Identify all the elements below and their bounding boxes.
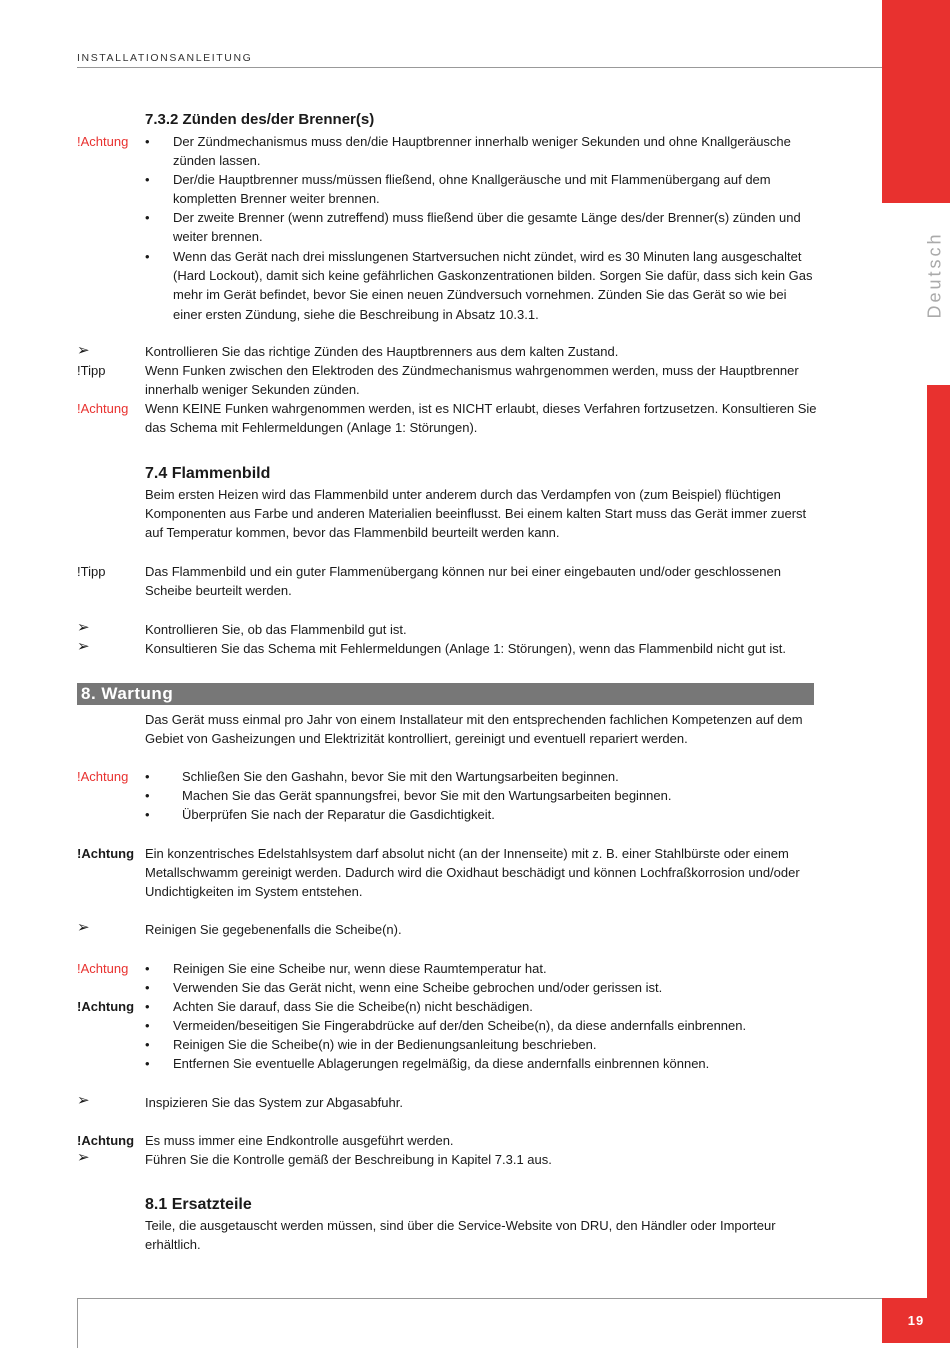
instruction-text: Kontrollieren Sie, ob das Flammenbild gut ist. <box>145 622 407 637</box>
heading-7-4: 7.4 Flammenbild <box>145 465 271 482</box>
footer-frame <box>77 1298 882 1348</box>
bullet-item <box>145 997 817 1016</box>
section-text: Teile, die ausgetauscht werden müssen, sind über die Service-Website von DRU, den Händler oder Importeur erhältlich. <box>145 1218 776 1253</box>
language-side-label: Deutsch <box>924 231 945 319</box>
bullet-marker: • <box>145 788 150 803</box>
achtung-text: Es muss immer eine Endkontrolle ausgeführt werden. <box>145 1133 454 1148</box>
achtung-label: !Achtung <box>77 769 129 784</box>
instruction-text: Kontrollieren Sie das richtige Zünden des Hauptbrenners aus dem kalten Zustand. <box>145 344 619 359</box>
bullet-marker: • <box>145 210 150 225</box>
bullet-item <box>145 247 817 324</box>
tipp-text: Wenn Funken zwischen den Elektroden des Zündmechanismus wahrgenommen werden, muss der Hauptbrenner innerhalb weniger Sekunden zünden. <box>145 363 799 398</box>
instruction-text: Inspizieren Sie das System zur Abgasabfuhr. <box>145 1095 403 1110</box>
section-intro: Beim ersten Heizen wird das Flammenbild unter anderem durch das Verdampfen von (zum Beispiel) flüchtigen Komponenten aus Farbe und anderen Materialien beeinflusst. Bei einem kalten Start muss das Gerät immer zuerst auf Temperatur kommen, bevor das Flammenbild beurteilt werden kann. <box>145 487 807 541</box>
bullet-item <box>145 1035 817 1054</box>
running-header: INSTALLATIONSANLEITUNG <box>77 52 253 64</box>
bullet-marker: • <box>145 807 150 822</box>
bullet-marker: • <box>145 980 150 995</box>
bullet-item <box>145 786 817 805</box>
bullet-marker: • <box>145 769 150 784</box>
heading-8-1: 8.1 Ersatzteile <box>145 1196 252 1213</box>
tipp-label: !Tipp <box>77 564 106 579</box>
bullet-marker: • <box>145 1037 150 1052</box>
bullet-item <box>145 978 817 997</box>
achtung-label: !Achtung <box>77 401 129 416</box>
achtung-label: !Achtung <box>77 999 135 1014</box>
bullet-text: Reinigen Sie die Scheibe(n) wie in der Bedienungsanleitung beschrieben. <box>173 1037 597 1052</box>
bullet-text: Der/die Hauptbrenner muss/müssen fließend, ohne Knallgeräusche und mit Flammenübergang auf dem kompletten Brenner weiter brennen. <box>173 172 771 207</box>
bullet-text: Machen Sie das Gerät spannungsfrei, bevor Sie mit den Wartungsarbeiten beginnen. <box>182 788 672 803</box>
bullet-item <box>145 1016 817 1035</box>
bullet-text: Schließen Sie den Gashahn, bevor Sie mit den Wartungsarbeiten beginnen. <box>182 769 619 784</box>
bullet-item <box>145 767 817 786</box>
bullet-marker: • <box>145 249 150 264</box>
bullet-text: Der zweite Brenner (wenn zutreffend) muss fließend über die gesamte Länge des/der Brenner(s) zünden und weiter brennen. <box>173 210 801 245</box>
bullet-marker: • <box>145 961 150 976</box>
achtung-text: Ein konzentrisches Edelstahlsystem darf absolut nicht (an der Innenseite) mit z. B. einer Stahlbürste oder einem Metallschwamm gereinigt werden. Dadurch wird die Oxidhaut beschädigt und können Lochfraßkorrosion und/oder Undichtigkeiten im System entstehen. <box>145 846 800 900</box>
instruction-text: Konsultieren Sie das Schema mit Fehlermeldungen (Anlage 1: Störungen), wenn das Flammenbild nicht gut ist. <box>145 641 786 656</box>
arrow-icon: ➢ <box>77 1092 90 1109</box>
header-rule <box>77 67 882 68</box>
achtung-label: !Achtung <box>77 134 129 149</box>
bullet-item <box>145 1054 817 1073</box>
bullet-text: Achten Sie darauf, dass Sie die Scheibe(n) nicht beschädigen. <box>173 999 533 1014</box>
bullet-text: Vermeiden/beseitigen Sie Fingerabdrücke auf der/den Scheibe(n), da diese andernfalls einbrennen. <box>173 1018 747 1033</box>
page-number: 19 <box>882 1298 950 1343</box>
bullet-marker: • <box>145 172 150 187</box>
tipp-text: Das Flammenbild und ein guter Flammenübergang können nur bei einer eingebauten und/oder geschlossenen Scheibe beurteilt werden. <box>145 564 781 599</box>
bullet-text: Reinigen Sie eine Scheibe nur, wenn diese Raumtemperatur hat. <box>173 961 547 976</box>
achtung-text: Wenn KEINE Funken wahrgenommen werden, ist es NICHT erlaubt, dieses Verfahren fortzusetzen. Konsultieren Sie das Schema mit Fehlermeldungen (Anlage 1: Störungen). <box>145 401 817 436</box>
bullet-text: Verwenden Sie das Gerät nicht, wenn eine Scheibe gebrochen und/oder gerissen ist. <box>173 980 663 995</box>
arrow-icon: ➢ <box>77 619 90 636</box>
arrow-icon: ➢ <box>77 638 90 655</box>
arrow-icon: ➢ <box>77 1149 90 1166</box>
bullet-item <box>145 805 817 824</box>
bullet-item <box>145 959 817 978</box>
bullet-marker: • <box>145 999 150 1014</box>
red-side-tab-bottom <box>927 385 950 1298</box>
bullet-marker: • <box>145 134 150 149</box>
bullet-item <box>145 170 817 208</box>
heading-7-3-2: 7.3.2 Zünden des/der Brenner(s) <box>145 111 375 128</box>
red-side-tab-top <box>882 0 950 203</box>
bullet-text: Überprüfen Sie nach der Reparatur die Gasdichtigkeit. <box>182 807 495 822</box>
section-title-bar: 8. Wartung <box>77 683 814 705</box>
bullet-item <box>145 132 817 170</box>
bullet-marker: • <box>145 1056 150 1071</box>
arrow-icon: ➢ <box>77 919 90 936</box>
arrow-icon: ➢ <box>77 342 90 359</box>
bullet-item <box>145 208 817 246</box>
instruction-text: Führen Sie die Kontrolle gemäß der Beschreibung in Kapitel 7.3.1 aus. <box>145 1152 552 1167</box>
section-intro: Das Gerät muss einmal pro Jahr von einem Installateur mit den entsprechenden fachlichen Kompetenzen auf dem Gebiet von Gasheizungen und Elektrizität kontrolliert, gereinigt und eventuell repariert werden. <box>145 712 803 747</box>
achtung-label: !Achtung <box>77 1133 135 1148</box>
achtung-label: !Achtung <box>77 961 129 976</box>
bullet-text: Entfernen Sie eventuelle Ablagerungen regelmäßig, da diese andernfalls einbrennen können. <box>173 1056 710 1071</box>
bullet-marker: • <box>145 1018 150 1033</box>
bullet-text: Der Zündmechanismus muss den/die Hauptbrenner innerhalb weniger Sekunden und ohne Knallgeräusche zünden lassen. <box>173 134 791 169</box>
instruction-text: Reinigen Sie gegebenenfalls die Scheibe(n). <box>145 922 402 937</box>
achtung-label: !Achtung <box>77 846 135 861</box>
bullet-text: Wenn das Gerät nach drei misslungenen Startversuchen nicht zündet, wird es 30 Minuten lang ausgeschaltet (Hard Lockout), damit sich keine gefährlichen Gaskonzentrationen bilden. Sorgen Sie dafür, dass sich kein Gas mehr im Gerät befindet, bevor Sie einen neuen Zündversuch vornehmen. Zünden Sie das Gerät so wie bei einer ersten Zündung, siehe die Beschreibung in Absatz 10.3.1. <box>173 249 813 322</box>
tipp-label: !Tipp <box>77 363 106 378</box>
